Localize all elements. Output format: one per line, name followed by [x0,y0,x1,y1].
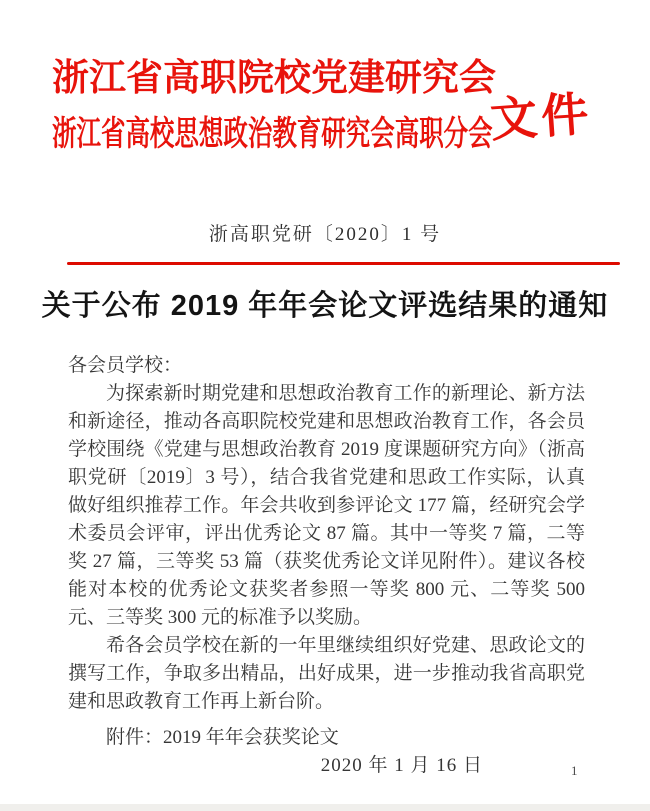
scan-bottom-edge [0,804,650,811]
document-body [68,352,585,780]
body-paragraph-1: 为探索新时期党建和思想政治教育工作的新理论、新方法和新途径，推动各高职院校党建和思想政治教育工作，各会员学校围绕《党建与思想政治教育 2019 度课题研究方向》（浙高职党研〔2019〕3 号），结合我省党建和思政工作实际，认真做好组织推荐工作。年会共收到参评论文 177 篇，经研究会学术委员会评审，评出优秀论文 87 篇。其中一等奖 7 篇，二等奖 27 篇，三等奖 53 篇（获奖优秀论文详见附件）。建议各校能对本校的优秀论文获奖者参照一等奖 800 元、二等奖 500 元、三等奖 300 元的标准予以奖励。 [68,383,585,628]
body-paragraph-2: 希各会员学校在新的一年里继续组织好党建、思政论文的撰写工作，争取多出精品，出好成果，进一步推动我省高职党建和思政教育工作再上新台阶。 [68,635,585,712]
org-name-primary: 浙江省高职院校党建研究会 [52,58,496,99]
document-title: 关于公布 2019 年年会论文评选结果的通知 [41,290,609,322]
attachment-line: 附件：2019 年年会获奖论文 [106,727,339,748]
page-number: 1 [571,763,578,778]
org-name-secondary: 浙江省高校思想政治教育研究会高职分会 [52,115,493,153]
doc-reference-number: 浙高职党研〔2020〕1 号 [208,224,442,245]
doc-type-label: 文件 [488,88,595,148]
red-divider-line [67,262,620,265]
date-line: 2020 年 1 月 16 日 [320,755,483,776]
salutation: 各会员学校： [68,355,183,376]
